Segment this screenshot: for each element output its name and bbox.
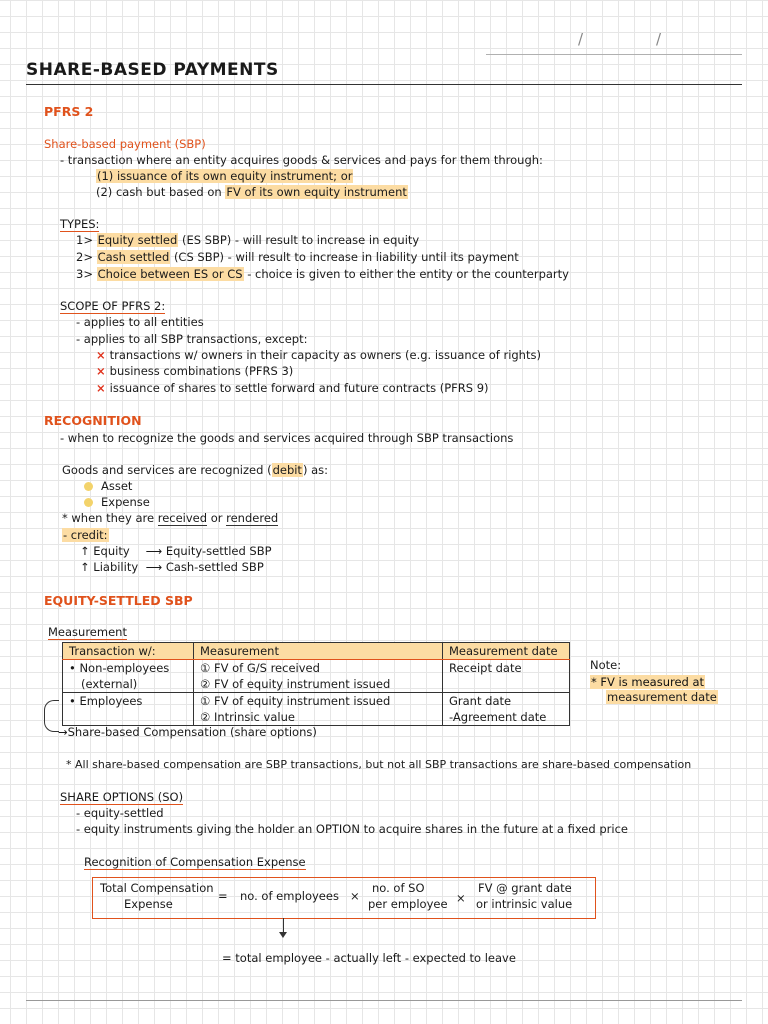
- x-icon: ×: [96, 364, 106, 378]
- sbp-item-1-text: (1) issuance of its own equity instrument; or: [97, 169, 353, 183]
- recognized-as-c: ) as:: [302, 463, 329, 477]
- bottom-rule: [26, 1000, 742, 1001]
- expense-item: [84, 494, 150, 510]
- credit-equity: [80, 543, 272, 559]
- table-cell-line: ① FV of equity instrument issued: [200, 694, 391, 708]
- arrow-down-icon: [279, 932, 287, 938]
- x-icon: ×: [96, 381, 106, 395]
- formula-times-2: ×: [456, 891, 466, 905]
- sbp-item-2: [96, 184, 408, 200]
- type-1: [76, 232, 419, 248]
- type-1-prefix: 1>: [76, 233, 93, 247]
- sbp-item-2-a: (2) cash but based on: [96, 185, 222, 199]
- scope-exception-2-text: business combinations (PFRS 3): [109, 364, 294, 378]
- sbc-note: * All share-based compensation are SBP transactions, but not all SBP transactions are share-based compensation: [66, 758, 692, 771]
- formula-tce-2: Expense: [124, 897, 173, 911]
- formula-so-1: no. of SO: [372, 881, 425, 895]
- formula-times-1: ×: [350, 889, 360, 903]
- x-icon: ×: [96, 348, 106, 362]
- scope-exception-3-text: issuance of shares to settle forward and future contracts (PFRS 9): [109, 381, 489, 395]
- scope-item-1: - applies to all entities: [76, 315, 204, 329]
- credit-text: - credit:: [63, 528, 108, 542]
- type-3-name: Choice between ES or CS: [97, 267, 243, 281]
- asset-text: Asset: [101, 479, 133, 493]
- rendered-text: rendered: [226, 511, 279, 525]
- es-heading: EQUITY-SETTLED SBP: [44, 593, 193, 608]
- table-header-cell: Measurement date: [443, 643, 570, 660]
- credit-label: [62, 527, 109, 543]
- measurement-label: [48, 624, 127, 640]
- so-item-1: - equity-settled: [76, 806, 164, 820]
- rce-heading-text: Recognition of Compensation Expense: [84, 855, 306, 869]
- sbc-label: →Share-based Compensation (share options): [58, 725, 317, 739]
- table-cell: [443, 660, 570, 693]
- formula-so-2: per employee: [368, 897, 448, 911]
- table-cell-line: (external): [81, 677, 138, 691]
- credit-equity-a: ↑ Equity: [80, 544, 130, 558]
- table-cell-line: -Agreement date: [449, 710, 547, 724]
- type-1-name: Equity settled: [97, 233, 178, 247]
- table-row: [63, 660, 570, 693]
- date-line: [486, 54, 742, 55]
- measurement-text: Measurement: [48, 625, 127, 639]
- rce-heading: [84, 854, 306, 870]
- type-3-prefix: 3>: [76, 267, 93, 281]
- type-3: [76, 266, 569, 282]
- measurement-table: [62, 642, 570, 726]
- formula-fv-1: FV @ grant date: [478, 881, 572, 895]
- table-header-cell: Measurement: [194, 643, 443, 660]
- formula-tce-1: Total Compensation: [100, 881, 214, 895]
- scope-exception-1-text: transactions w/ owners in their capacity as owners (e.g. issuance of rights): [109, 348, 541, 362]
- types-heading: [60, 216, 99, 232]
- sbp-title: Share-based payment (SBP): [44, 137, 206, 151]
- credit-liability-b: Cash-settled SBP: [165, 560, 264, 574]
- type-2-rest: (CS SBP) - will result to increase in liability until its payment: [173, 250, 519, 264]
- table-cell: [194, 660, 443, 693]
- date-separator: /: [578, 30, 584, 48]
- so-heading-text: SHARE OPTIONS (SO): [60, 790, 184, 804]
- scope-exception-2: [96, 363, 293, 379]
- formula-bottom: = total employee - actually left - expected to leave: [222, 951, 516, 965]
- note-label: Note:: [590, 658, 622, 672]
- formula-equals: =: [218, 889, 228, 903]
- table-cell: [443, 693, 570, 726]
- received-note-a: * when they are: [62, 511, 155, 525]
- recognized-as: [62, 462, 328, 478]
- note-line-2-text: measurement date: [607, 690, 717, 704]
- sbp-item-2-b: FV of its own equity instrument: [226, 185, 407, 199]
- debit-text: debit: [272, 463, 302, 477]
- types-heading-text: TYPES:: [60, 217, 100, 231]
- credit-liability-a: ↑ Liability: [80, 560, 139, 574]
- bullet-icon: [84, 482, 93, 491]
- recognition-heading: RECOGNITION: [44, 413, 142, 428]
- sbp-definition: - transaction where an entity acquires goods & services and pays for them through:: [60, 153, 543, 167]
- received-note-c: or: [210, 511, 223, 525]
- title-rule: [26, 84, 742, 85]
- note-line-1: [590, 674, 705, 690]
- scope-exception-3: [96, 380, 489, 396]
- scope-heading: [60, 298, 165, 314]
- table-cell-line: • Non-employees: [69, 661, 170, 675]
- recognition-text: - when to recognize the goods and services acquired through SBP transactions: [60, 431, 514, 445]
- received-text: received: [157, 511, 208, 525]
- table-row: [63, 693, 570, 726]
- table-cell-line: Grant date: [449, 694, 512, 708]
- scope-heading-text: SCOPE OF PFRS 2:: [60, 299, 166, 313]
- so-item-2: - equity instruments giving the holder an OPTION to acquire shares in the future at a fixed price: [76, 822, 628, 836]
- so-heading: [60, 789, 183, 805]
- arrow-right-icon: ⟶: [145, 544, 163, 558]
- note-line-2: [606, 689, 718, 705]
- type-2-prefix: 2>: [76, 250, 93, 264]
- scope-exception-1: [96, 347, 541, 363]
- table-cell: [194, 693, 443, 726]
- bracket-arrow: [44, 700, 59, 732]
- table-cell-line: ② Intrinsic value: [200, 710, 295, 724]
- table-cell: [63, 660, 194, 693]
- recognized-as-a: Goods and services are recognized (: [62, 463, 272, 477]
- received-note: [62, 510, 278, 526]
- credit-liability: [80, 559, 264, 575]
- asset-item: [84, 478, 132, 494]
- table-cell-line: ② FV of equity instrument issued: [200, 677, 391, 691]
- arrow-right-icon: ⟶: [145, 560, 163, 574]
- formula-employees: no. of employees: [240, 889, 339, 903]
- table-header-row: [63, 643, 570, 660]
- date-separator: /: [656, 30, 662, 48]
- table-cell-line: ① FV of G/S received: [200, 661, 320, 675]
- formula-fv-2: or intrinsic value: [476, 897, 573, 911]
- bullet-icon: [84, 498, 93, 507]
- expense-text: Expense: [101, 495, 150, 509]
- table-header-cell: Transaction w/:: [63, 643, 194, 660]
- note-line-1-text: * FV is measured at: [591, 675, 705, 689]
- type-3-rest: - choice is given to either the entity or the counterparty: [247, 267, 569, 281]
- type-1-rest: (ES SBP) - will result to increase in equity: [181, 233, 420, 247]
- type-2-name: Cash settled: [97, 250, 170, 264]
- sbp-item-1: [96, 168, 353, 184]
- scope-item-2: - applies to all SBP transactions, except:: [76, 332, 308, 346]
- pfrs2-heading: PFRS 2: [44, 104, 94, 119]
- table-cell-line: [69, 709, 187, 725]
- table-cell-line: • Employees: [69, 694, 143, 708]
- credit-equity-b: Equity-settled SBP: [165, 544, 272, 558]
- page-title: SHARE-BASED PAYMENTS: [26, 60, 279, 80]
- type-2: [76, 249, 519, 265]
- table-cell-line: Receipt date: [449, 661, 522, 675]
- table-cell: [63, 693, 194, 726]
